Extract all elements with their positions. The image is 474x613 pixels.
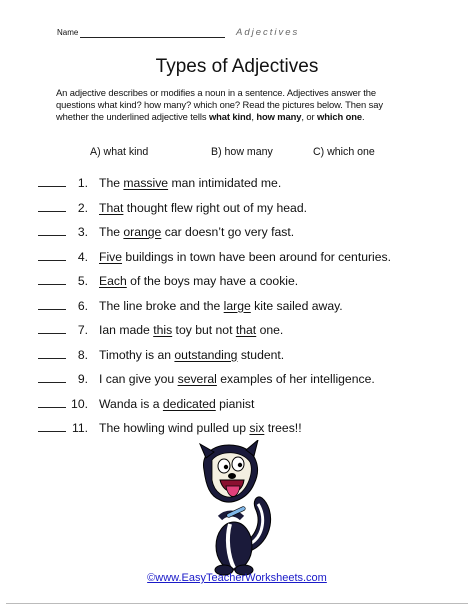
- question-number: 9.: [77, 372, 88, 386]
- question-text: Ian made: [99, 323, 154, 337]
- intro-end: .: [361, 111, 365, 122]
- question-row: [38, 201, 307, 215]
- question-number: 5.: [77, 274, 88, 288]
- page-bottom-border: [6, 603, 468, 604]
- underlined-adjective: several: [177, 372, 217, 386]
- skunk-illustration: [196, 440, 280, 578]
- skunk-body: [216, 522, 252, 570]
- name-label: Name: [57, 28, 79, 37]
- option-c: C) which one: [313, 146, 375, 158]
- answer-blank[interactable]: [38, 382, 66, 383]
- intro-what-kind: what kind: [208, 111, 252, 122]
- question-number: 2.: [77, 200, 88, 215]
- intro-sep-2: , or: [301, 111, 318, 122]
- question-text: toy but not: [172, 323, 236, 337]
- underlined-adjective: that: [235, 323, 257, 337]
- question-number: 4.: [77, 249, 88, 264]
- question-number: 7.: [77, 323, 88, 337]
- question-row: [38, 397, 254, 411]
- intro-paragraph: [56, 87, 436, 123]
- question-row: [38, 421, 302, 435]
- question-row: [38, 348, 284, 362]
- question-text: The howling wind pulled up: [99, 421, 250, 435]
- question-text: one.: [256, 323, 284, 337]
- name-field-line[interactable]: [80, 37, 225, 38]
- question-text: The: [99, 225, 124, 239]
- question-text: Wanda is a: [99, 396, 163, 411]
- answer-blank[interactable]: [38, 358, 66, 359]
- question-number: 3.: [77, 225, 88, 239]
- intro-line-3-pre: whether the underlined adjective tells: [56, 111, 209, 122]
- intro-line-2: questions what kind? how many? which one? Read the pictures below. Then say: [56, 99, 383, 110]
- answer-blank[interactable]: [38, 260, 66, 261]
- question-row: [38, 250, 391, 264]
- question-row: [38, 225, 294, 239]
- question-number: 10.: [71, 396, 88, 411]
- question-text: thought flew right out of my head.: [123, 200, 307, 215]
- skunk-nose: [228, 473, 236, 479]
- underlined-adjective: Each: [99, 274, 127, 288]
- question-row: [38, 176, 281, 190]
- intro-how-many: how many: [256, 111, 302, 122]
- intro-line-1: An adjective describes or modifies a noun in a sentence. Adjectives answer the: [56, 87, 376, 98]
- answer-blank[interactable]: [38, 333, 66, 334]
- answer-blank[interactable]: [38, 407, 66, 408]
- underlined-adjective: That: [99, 200, 124, 215]
- answer-blank[interactable]: [38, 186, 66, 187]
- question-text: trees!!: [264, 421, 302, 435]
- answer-blank[interactable]: [38, 235, 66, 236]
- option-b: B) how many: [211, 146, 273, 158]
- question-text: student.: [237, 347, 285, 362]
- page-title: Types of Adjectives: [155, 56, 319, 77]
- question-text: The: [99, 176, 124, 190]
- intro-line-3: [56, 111, 436, 123]
- question-row: [38, 274, 298, 288]
- question-text: pianist: [215, 396, 255, 411]
- question-text: buildings in town have been around for centuries.: [122, 249, 392, 264]
- question-number: 1.: [77, 176, 88, 190]
- answer-blank[interactable]: [38, 211, 66, 212]
- question-row: [38, 372, 375, 386]
- question-text: The line broke and the: [99, 298, 224, 313]
- intro-which-one: which one: [317, 111, 362, 122]
- underlined-adjective: Five: [99, 249, 123, 264]
- answer-blank[interactable]: [38, 309, 66, 310]
- answer-blank[interactable]: [38, 431, 66, 432]
- question-number: 11.: [71, 421, 88, 435]
- question-text: examples of her intelligence.: [216, 372, 375, 386]
- question-text: car doesn’t go very fast.: [161, 225, 295, 239]
- skunk-eye-right: [232, 457, 244, 471]
- intro-sep-1: ,: [251, 111, 257, 122]
- question-text: kite sailed away.: [250, 298, 343, 313]
- question-text: of the boys may have a cookie.: [126, 274, 299, 288]
- option-a: A) what kind: [90, 146, 149, 158]
- footer-website-link[interactable]: ©www.EasyTeacherWorksheets.com: [147, 572, 327, 584]
- underlined-adjective: outstanding: [174, 347, 238, 362]
- question-text: man intimidated me.: [168, 176, 282, 190]
- underlined-adjective: large: [223, 298, 251, 313]
- underlined-adjective: dedicated: [162, 396, 216, 411]
- question-number: 8.: [77, 347, 88, 362]
- question-row: [38, 323, 283, 337]
- answer-blank[interactable]: [38, 284, 66, 285]
- question-text: I can give you: [99, 372, 178, 386]
- question-text: Timothy is an: [99, 347, 175, 362]
- worksheet-label: Adjectives: [236, 27, 300, 38]
- underlined-adjective: orange: [123, 225, 162, 239]
- skunk-eye-left: [218, 459, 230, 473]
- question-row: [38, 299, 343, 313]
- underlined-adjective: this: [153, 323, 173, 337]
- underlined-adjective: six: [249, 421, 265, 435]
- underlined-adjective: massive: [123, 176, 169, 190]
- question-number: 6.: [77, 298, 88, 313]
